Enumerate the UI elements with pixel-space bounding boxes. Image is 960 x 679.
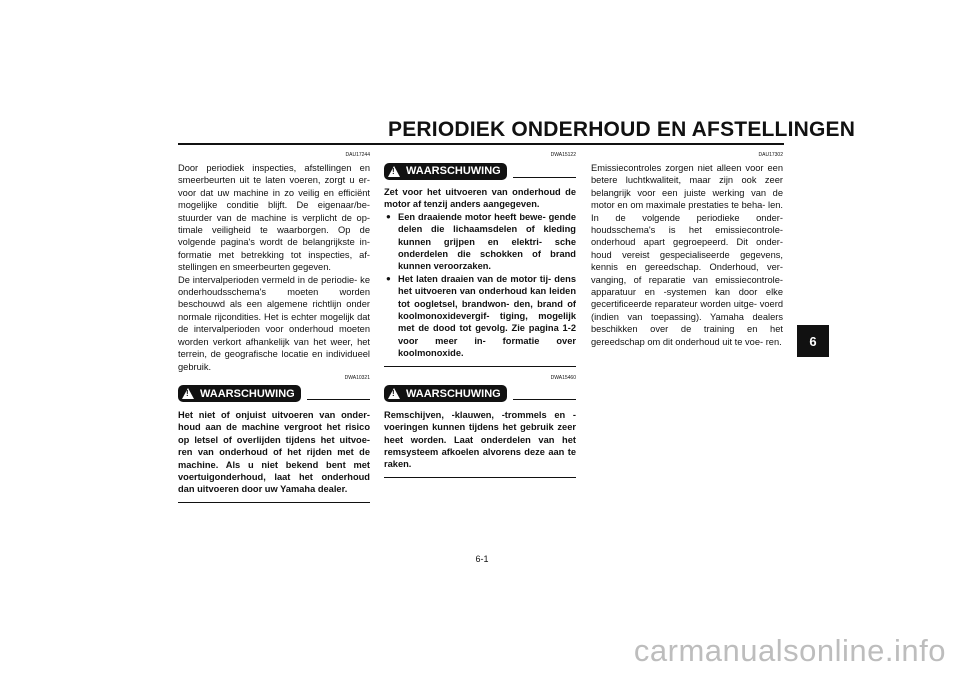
title-underline (178, 143, 784, 145)
list-item: ● Het laten draaien van de motor tij- dens het uitvoeren van onderhoud kan leiden tot oogletsel, brandwon- den, brand of koolmonoxidevergif- tiging, mogelijk met de dood tot gevolg. Zie pagina 1-2 voor meer in- formatie over koolmonoxide. (384, 273, 576, 360)
warning-end-rule (384, 477, 576, 478)
warning-text: Remschijven, -klauwen, -trommels en -voeringen kunnen tijdens het gebruik zeer heet worden. Laat onderdelen van het remsysteem afkoelen alvorens deze aan te raken. (384, 409, 576, 470)
warning-code: DWA15122 (550, 152, 576, 158)
warning-triangle-icon: ! (388, 388, 400, 399)
list-item: ● Een draaiende motor heeft bewe- gende delen die lichaamsdelen of kleding kunnen grijpen en elektri- sche onderdelen die schokken of brand kunnen veroorzaken. (384, 211, 576, 273)
warning-header (384, 162, 576, 180)
warning-end-rule (384, 366, 576, 367)
warning-badge (384, 385, 507, 402)
column-3 (591, 152, 783, 348)
warning-badge (178, 385, 301, 402)
warning-header (178, 385, 370, 403)
warning-label: WAARSCHUWING (406, 387, 501, 400)
warning-header-rule (513, 399, 576, 400)
page-number: 6-1 (475, 554, 489, 564)
warning-code: DWA15460 (550, 374, 576, 381)
warning-code: DWA10321 (344, 374, 370, 381)
column-2 (384, 152, 576, 478)
watermark: carmanualsonline.info (633, 633, 946, 668)
section-code: DAU17302 (758, 152, 783, 158)
warning-label: WAARSCHUWING (200, 387, 295, 400)
page-title: PERIODIEK ONDERHOUD EN AFSTELLINGEN (388, 118, 856, 141)
warning-header-rule (307, 399, 370, 400)
intro-paragraph-2: De intervalperioden vermeld in de periodie- ke onderhoudsschema's moeten worden beschouwd als een algemene richtlijn onder normale rijcondities. Het is echter mogelijk dat de intervalperioden voor onderhoud moeten worden verkort afhankelijk van het weer, het terrein, de geografische locatie en individueel gebruik. (178, 274, 370, 372)
warning-triangle-icon: ! (388, 166, 400, 177)
emission-paragraph: Emissiecontroles zorgen niet alleen voor een betere luchtkwaliteit, maar zijn ook zeer belangrijk voor een juiste werking van de motor en om maximale prestaties te beha- len. In de volgende periodieke onder- houdsschema's is het emissiecontrole- onderhoud apart gegroepeerd. Dit onder- houd vereist gespecialiseerde gegevens, kennis en gereedschap. Onderhoud, ver- vanging, of reparatie van emissiecontrole- apparatuur en -systemen kan door elke gecertificeerde reparateur worden uitge- voerd (indien van toepassing). Yamaha dealers beschikken over de training en het gereedschap om dit onderhoud uit te voe- ren. (591, 163, 783, 347)
warning-end-rule (178, 502, 370, 503)
warning-header (384, 385, 576, 403)
intro-paragraph-1: Door periodiek inspecties, afstellingen en smeerbeurten uit te laten voeren, zorgt u er- voor dat uw machine in zo veilig en efficiënt mogelijke conditie blijft. De eigenaar/be- stuurder van de machine is verplicht de op- timale veiligheid te waarborgen. Op de volgende pagina's wordt de belangrijkste in- formatie met betrekking tot inspecties, af- stellingen en smeerbeurten gegeven. (178, 163, 370, 273)
warning-header-rule (513, 177, 576, 178)
warning-label: WAARSCHUWING (406, 165, 501, 177)
warning-badge (384, 163, 507, 180)
warning-intro: Zet voor het uitvoeren van onderhoud de motor af tenzij anders aangegeven. (384, 187, 576, 210)
column-1 (178, 152, 370, 503)
section-code: DAU17244 (345, 152, 370, 158)
warning-bullet-list (384, 211, 576, 360)
warning-triangle-icon: ! (182, 388, 194, 399)
chapter-tab: 6 (797, 325, 829, 357)
warning-text: Het niet of onjuist uitvoeren van onder- houd aan de machine vergroot het risico op letsel of overlijden tijdens het uitvoe- ren van onderhoud of het rijden met de machine. Als u niet bekend bent met voertuigonderhoud, laat het onderhoud dan uitvoeren door uw Yamaha dealer. (178, 409, 370, 495)
